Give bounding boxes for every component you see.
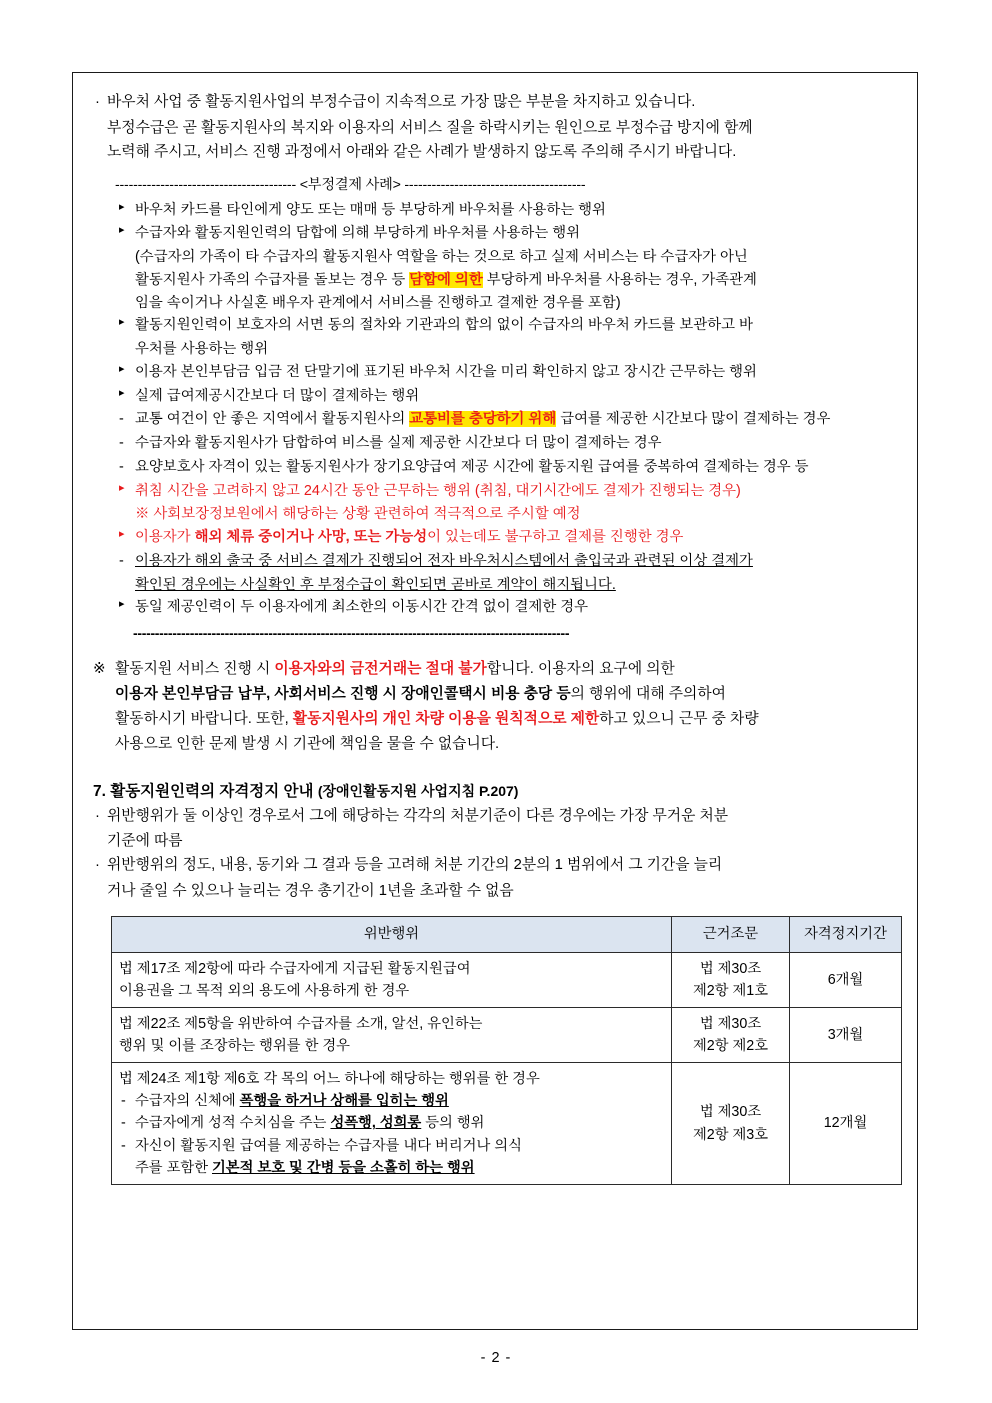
case-item-3: [93, 314, 897, 337]
row-3-sub-1-pre: 수급자의 신체에: [135, 1093, 240, 1110]
section-7-heading: [93, 779, 897, 801]
highlight-damhab: 담합에 의한: [409, 271, 483, 288]
red-case-2-pre: 이용자가: [135, 529, 195, 546]
section-7-bullet-2: [93, 854, 897, 878]
row-3-sub-3-pre: 자신이 활동지원 급여를 제공하는 수급자를 내다 버리거나 의식: [135, 1137, 522, 1154]
violation-table: [111, 916, 902, 1185]
row-1-law-line-1: 법 제30조: [699, 960, 762, 977]
row-3-desc-head: 법 제24조 제1항 제6호 각 목의 어느 하나에 해당하는 행위를 한 경우: [119, 1071, 540, 1088]
note-line-4: 사용으로 인한 문제 발생 시 기관에 책임을 물을 수 없습니다.: [115, 735, 500, 752]
dash-case-2-text: 수급자와 활동지원사가 담합하여 비스를 실제 제공한 시간보다 더 많이 결제하는 경우: [135, 435, 662, 452]
bullet-icon: ·: [95, 857, 100, 874]
note-emphasis-1: 이용자와의 금전거래는 절대 불가: [274, 661, 487, 678]
dash-marker: -: [121, 1115, 126, 1132]
case-item-2-text: 수급자와 활동지원인력의 담합에 의해 부당하게 바우처를 사용하는 행위: [135, 225, 581, 242]
section-7-bullet-1: [93, 805, 897, 829]
section-7-bullet-2-line-2: 거나 줄일 수 있으나 늘리는 경우 총기간이 1년을 초과할 수 없음: [107, 883, 514, 900]
row-3-sub-item-3: [119, 1135, 664, 1157]
row-3-sub-2-post: 등의 행위: [421, 1115, 485, 1132]
row-1-description: [112, 952, 672, 1007]
section-7-title: 7. 활동지원인력의 자격정지 안내: [93, 782, 314, 800]
row-2-description: [112, 1007, 672, 1062]
underline-case-line-1: 이용자가 해외 출국 중 서비스 결제가 진행되어 전자 바우처시스템에서 출입국과 관련된 이상 결제가: [135, 552, 753, 569]
row-3-sub-4-bold: 기본적 보호 및 간병 등을 소홀히 하는 행위: [212, 1159, 475, 1176]
dash-marker: -: [119, 552, 124, 569]
row-1-desc-line-1: 법 제17조 제2항에 따라 수급자에게 지급된 활동지원급여: [119, 960, 471, 977]
red-case-2-emphasis: 해외 체류 중이거나 사망, 또는 가능성: [194, 529, 428, 546]
note-line-2-post: 의 행위에 대해 주의하여: [570, 685, 726, 702]
dash-marker: -: [119, 458, 124, 475]
table-header-row: [112, 917, 902, 952]
section-7-subtitle: (장애인활동지원 사업지침 P.207): [317, 782, 519, 799]
dash-case-1-pre: 교통 여건이 안 좋은 지역에서 활동지원사의: [135, 411, 410, 428]
note-emphasis-3: 활동지원사의 개인 차량 이용을 원칙적으로 제한: [292, 710, 600, 727]
dash-case-1-post: 급여를 제공한 시간보다 많이 결제하는 경우: [556, 411, 831, 428]
last-case: [93, 596, 897, 619]
dash-marker: -: [119, 435, 124, 452]
triangle-bullet-icon: ▸: [119, 386, 125, 399]
row-3-sub-2-bold: 성폭행, 성희롱: [330, 1115, 422, 1132]
warning-note: [93, 657, 897, 756]
triangle-bullet-icon: ▸: [119, 481, 125, 494]
case-item-3-line-1: 활동지원인력이 보호자의 서면 동의 절차와 기관과의 합의 없이 수급자의 바우처 카드를 보관하고 바: [135, 317, 753, 334]
case-item-2-paren-line-3: 임을 속이거나 사실혼 배우자 관계에서 서비스를 진행하고 결제한 경우를 포함): [135, 294, 621, 311]
intro-paragraph: [93, 91, 897, 115]
dash-marker: -: [119, 411, 124, 428]
red-case-1: [93, 480, 897, 503]
intro-line-2: 부정수급은 곧 활동지원사의 복지와 이용자의 서비스 질을 하락시키는 원인으로 부정수급 방지에 함께: [107, 119, 753, 136]
row-3-sub-4-pre: 주를 포함한: [135, 1159, 212, 1176]
table-row: [112, 952, 902, 1007]
triangle-bullet-icon: ▸: [119, 362, 125, 375]
case-item-3-line-2: 우처를 사용하는 행위: [135, 341, 269, 358]
dash-case-3: [93, 456, 897, 479]
case-item-2: [93, 222, 897, 245]
table-row: [112, 1063, 902, 1185]
red-case-2-post: 이 있는데도 불구하고 결제를 진행한 경우: [427, 529, 684, 546]
row-1-desc-line-2: 이용권을 그 목적 외의 용도에 사용하게 한 경우: [119, 982, 410, 999]
header-violation: 위반행위: [112, 917, 672, 952]
row-2-law-line-2: 제2항 제2호: [692, 1038, 769, 1054]
dash-marker: -: [121, 1137, 126, 1154]
underline-case: [93, 550, 897, 573]
table-row: [112, 1007, 902, 1062]
intro-line-1: 바우처 사업 중 활동지원사업의 부정수급이 지속적으로 가장 많은 부분을 차지하고 있습니다.: [107, 94, 696, 110]
note-line-1-pre: 활동지원 서비스 진행 시: [115, 661, 275, 678]
dash-case-2: [93, 432, 897, 455]
row-3-law-line-1: 법 제30조: [699, 1104, 762, 1121]
case-item-4: [93, 361, 897, 384]
row-2-legal-basis: [672, 1007, 790, 1062]
bottom-divider: ----------------------------------------------------------------------------------------------------: [133, 625, 570, 642]
paren-line-2-pre: 활동지원사 가족의 수급자를 돌보는 경우 등: [135, 271, 410, 288]
underline-case-line-2: 확인된 경우에는 사실확인 후 부정수급이 확인되면 곧바로 계약이 해지됩니다.: [135, 576, 616, 593]
note-emphasis-2: 이용자 본인부담금 납부, 사회서비스 진행 시 장애인콜택시 비용 충당 등: [115, 685, 571, 702]
note-line-3-post: 하고 있으니 근무 중 차량: [599, 710, 759, 727]
row-2-desc-line-2: 행위 및 이를 조장하는 행위를 한 경우: [119, 1038, 350, 1054]
row-1-law-line-2: 제2항 제1호: [692, 982, 769, 999]
case-item-2-paren-line-2: [93, 269, 897, 292]
triangle-bullet-icon: ▸: [119, 200, 125, 213]
row-3-sub-item-4: [119, 1157, 664, 1179]
case-item-4-text: 이용자 본인부담금 입금 전 단말기에 표기된 바우처 시간을 미리 확인하지 않고 장시간 근무하는 행위: [135, 363, 757, 380]
row-3-legal-basis: [672, 1063, 790, 1185]
case-item-5-text: 실제 급여제공시간보다 더 많이 결제하는 행위: [135, 387, 420, 404]
row-2-desc-line-1: 법 제22조 제5항을 위반하여 수급자를 소개, 알선, 유인하는: [119, 1015, 483, 1032]
last-case-text: 동일 제공인력이 두 이용자에게 최소한의 이동시간 간격 없이 결제한 경우: [135, 599, 589, 616]
red-case-2: [93, 526, 897, 549]
row-3-period: 12개월: [790, 1063, 902, 1185]
triangle-bullet-icon: ▸: [119, 528, 125, 541]
red-case-1-text: 취침 시간을 고려하지 않고 24시간 동안 근무하는 행위 (취침, 대기시간에도 결제가 진행되는 경우): [135, 482, 741, 499]
case-item-5: [93, 385, 897, 408]
row-3-sub-item-1: [119, 1090, 664, 1112]
section-7-bullet-1-line-1: 위반행위가 둘 이상인 경우로서 그에 해당하는 각각의 처분기준이 다른 경우에는 가장 무거운 처분: [107, 807, 729, 824]
bullet-icon: ·: [95, 807, 100, 824]
case-item-1-text: 바우처 카드를 타인에게 양도 또는 매매 등 부당하게 바우처를 사용하는 행위: [135, 201, 606, 218]
section-7-bullet-1-line-2: 기준에 따름: [107, 833, 183, 850]
bullet-icon: ·: [95, 94, 100, 110]
section-7-bullet-2-line-1: 위반행위의 정도, 내용, 동기와 그 결과 등을 고려해 처분 기간의 2분의 1 범위에서 그 기간을 늘리: [107, 857, 723, 874]
header-suspension-period: 자격정지기간: [790, 917, 902, 952]
highlight-traffic-cost: 교통비를 충당하기 위해: [409, 411, 557, 428]
dash-marker: -: [121, 1093, 126, 1110]
red-case-1-note: ※ 사회보장정보원에서 해당하는 상황 관련하여 적극적으로 주시할 예정: [135, 506, 581, 523]
row-2-law-line-1: 법 제30조: [699, 1015, 762, 1032]
intro-line-3: 노력해 주시고, 서비스 진행 과정에서 아래와 같은 사례가 발생하지 않도록 주의해 주시기 바랍니다.: [107, 143, 737, 160]
paren-line-2-post: 부당하게 바우처를 사용하는 경우, 가족관계: [482, 271, 757, 288]
row-3-sub-2-pre: 수급자에게 성적 수치심을 주는: [135, 1115, 331, 1132]
row-3-sub-item-2: [119, 1112, 664, 1134]
page-number: - 2 -: [480, 1350, 512, 1366]
reference-mark-icon: ※: [93, 661, 106, 678]
row-1-legal-basis: [672, 952, 790, 1007]
dash-case-3-text: 요양보호사 자격이 있는 활동지원사가 장기요양급여 제공 시간에 활동지원 급여를 중복하여 결제하는 경우 등: [135, 458, 809, 475]
triangle-bullet-icon: ▸: [119, 316, 125, 329]
dash-case-1: [93, 408, 897, 431]
header-legal-basis: 근거조문: [672, 917, 790, 952]
note-line-3-pre: 활동하시기 바랍니다. 또한,: [115, 710, 293, 727]
document-page: [72, 72, 918, 1330]
case-item-1: [93, 199, 897, 222]
note-line-1-post: 합니다. 이용자의 요구에 의한: [486, 661, 675, 678]
row-1-period: 6개월: [790, 952, 902, 1007]
triangle-bullet-icon: ▸: [119, 598, 125, 611]
row-3-law-line-2: 제2항 제3호: [692, 1126, 769, 1143]
case-item-2-paren-line-1: (수급자의 가족이 타 수급자의 활동지원사 역할을 하는 것으로 하고 실제 서비스는 타 수급자가 아닌: [135, 249, 748, 266]
row-3-description: [112, 1063, 672, 1185]
triangle-bullet-icon: ▸: [119, 224, 125, 237]
row-3-sub-1-bold: 폭행을 하거나 상해를 입히는 행위: [239, 1093, 449, 1110]
case-divider: ---------------------------------------- <부정결제 사례> ----------------------------------------: [115, 176, 586, 193]
row-2-period: 3개월: [790, 1007, 902, 1062]
underline-case-line-2-wrap: [93, 574, 897, 597]
